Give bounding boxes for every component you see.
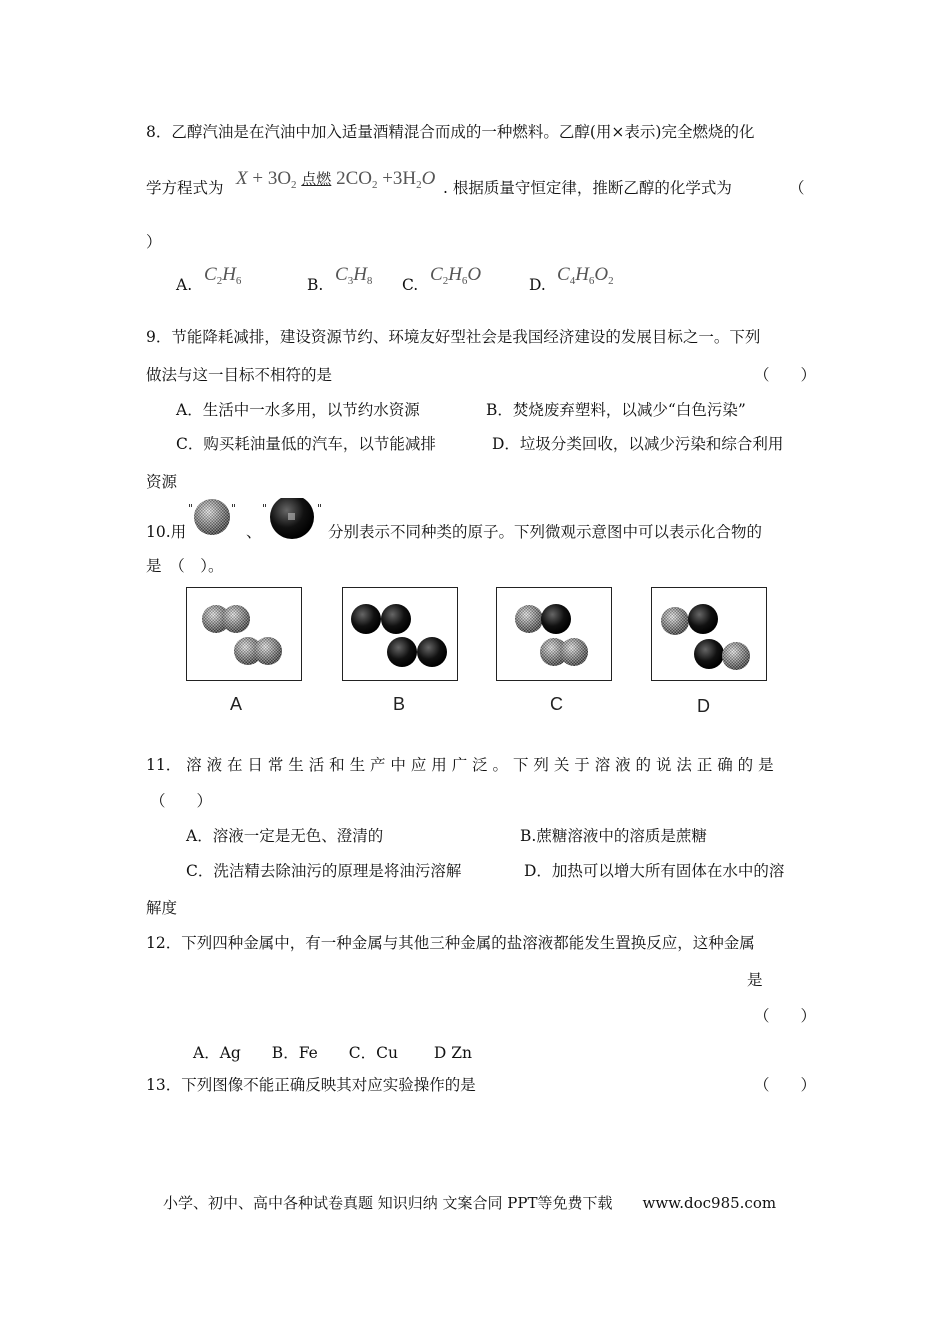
q11-option-d-cont: 解度 [146,899,178,917]
eq-condition: 点燃 [301,172,332,188]
panel-a-molecules [187,588,301,680]
q8-option-d-label: D. [529,276,546,294]
q10-panel-label-a: A [230,694,243,714]
eq-sub1: 2 [291,179,297,191]
q8-line2-prefix: 学方程式为 [146,179,224,197]
eq-plus1: + 3O [247,168,292,189]
q9-option-d: D．垃圾分类回收，以减少污染和综合利用 [492,435,784,453]
q8-paren-open: （ [789,179,805,197]
q9-paren: （ ） [754,366,817,384]
q9-option-a: A．生活中一水多用，以节约水资源 [176,401,420,419]
q8-line2-suffix: . 根据质量守恒定律，推断乙醇的化学式为 [443,179,732,197]
panel-d-molecules [652,588,766,680]
molecule-ba [694,639,750,670]
q8-option-c-label: C. [402,276,419,294]
molecule-bb [387,637,447,667]
q8-option-a-label: A. [176,276,193,294]
q8-option-b-label: B. [307,276,324,294]
page-footer: 小学、初中、高中各种试卷真题 知识归纳 文案合同 PPT等免费下载 www.doc985.com [163,1194,777,1212]
q10-panel-c [496,587,612,681]
eq-o: O [421,168,436,189]
svg-text:": " [231,502,237,515]
q12-line1: 12．下列四种金属中，有一种金属与其他三种金属的盐溶液都能发生置换反应，这种金属 [146,934,755,952]
q11-option-d: D．加热可以增大所有固体在水中的溶 [524,862,785,880]
molecule-aa [202,605,250,633]
q10-panel-b [342,587,458,681]
molecule-aa [234,637,282,665]
q8-option-d-formula: $C_4H_6O_2$ [557,264,614,287]
q10-panel-label-b: B [393,694,406,714]
q9-option-c: C．购买耗油量低的汽车，以节能减排 [176,435,436,453]
q12-line2: 是 [747,971,763,989]
q8-equation [236,168,435,191]
q10-line2: 是 （ ）。 [146,557,224,575]
molecule-aa [540,638,588,666]
q11-option-b: B.蔗糖溶液中的溶质是蔗糖 [520,827,707,845]
q10-prefix: 10.用 [146,523,187,541]
svg-text:": " [262,502,268,515]
q11-line1: 11． 溶 液 在 日 常 生 活 和 生 产 中 应 用 广 泛 。 下 列 关 于 溶 液 的 说 法 正 确 的 是 [146,756,774,774]
checkered-atom-icon [194,499,230,535]
q10-panel-label-c: C [550,694,563,714]
q13-paren: （ ） [754,1076,817,1094]
q8-line1: 8．乙醇汽油是在汽油中加入适量酒精混合而成的一种燃料。乙醇(用×表示)完全燃烧的化 [146,123,755,141]
panel-c-molecules [497,588,611,680]
eq-sub3: 2 [416,179,422,191]
q11-option-c: C．洗洁精去除油污的原理是将油污溶解 [186,862,462,880]
q9-line2: 做法与这一目标不相符的是 [146,366,333,384]
q10-suffix: 分别表示不同种类的原子。下列微观示意图中可以表示化合物的 [328,523,763,541]
q11-paren: （ ） [150,792,213,810]
q8-option-a-formula: $C_2H_6$ [204,264,242,287]
q9-option-d-cont: 资源 [146,473,178,491]
eq-x: X [236,168,248,189]
q10-separator: 、 [246,523,262,541]
q8-option-c-formula: $C_2H_6O$ [430,264,482,287]
molecule-bb [351,604,411,634]
q11-option-a: A．溶液一定是无色、澄清的 [186,827,384,845]
molecule-ab [515,604,571,634]
q10-panel-a [186,587,302,681]
dark-atom-icon [270,498,314,539]
eq-plus2: +3H [377,168,417,189]
molecule-ab [661,604,718,635]
q10-panel-d [651,587,767,681]
q10-panel-label-d: D [697,696,710,716]
eq-sub2: 2 [371,179,378,191]
svg-text:": " [188,502,194,515]
svg-text:": " [317,502,323,515]
q12-options: A．Ag B．Fe C．Cu D Zn [193,1044,473,1062]
q8-paren-close: ） [146,233,162,251]
q12-paren: （ ） [754,1007,817,1025]
eq-p2: 2CO [336,168,372,189]
panel-b-molecules [343,588,457,680]
q13-line1: 13．下列图像不能正确反映其对应实验操作的是 [146,1076,476,1094]
q8-option-b-formula: $C_3H_8$ [335,264,373,287]
q9-option-b: B．焚烧废弃塑料，以减少“白色污染” [486,401,746,419]
q9-line1: 9．节能降耗减排，建设资源节约、环境友好型社会是我国经济建设的发展目标之一。下列 [146,328,761,346]
